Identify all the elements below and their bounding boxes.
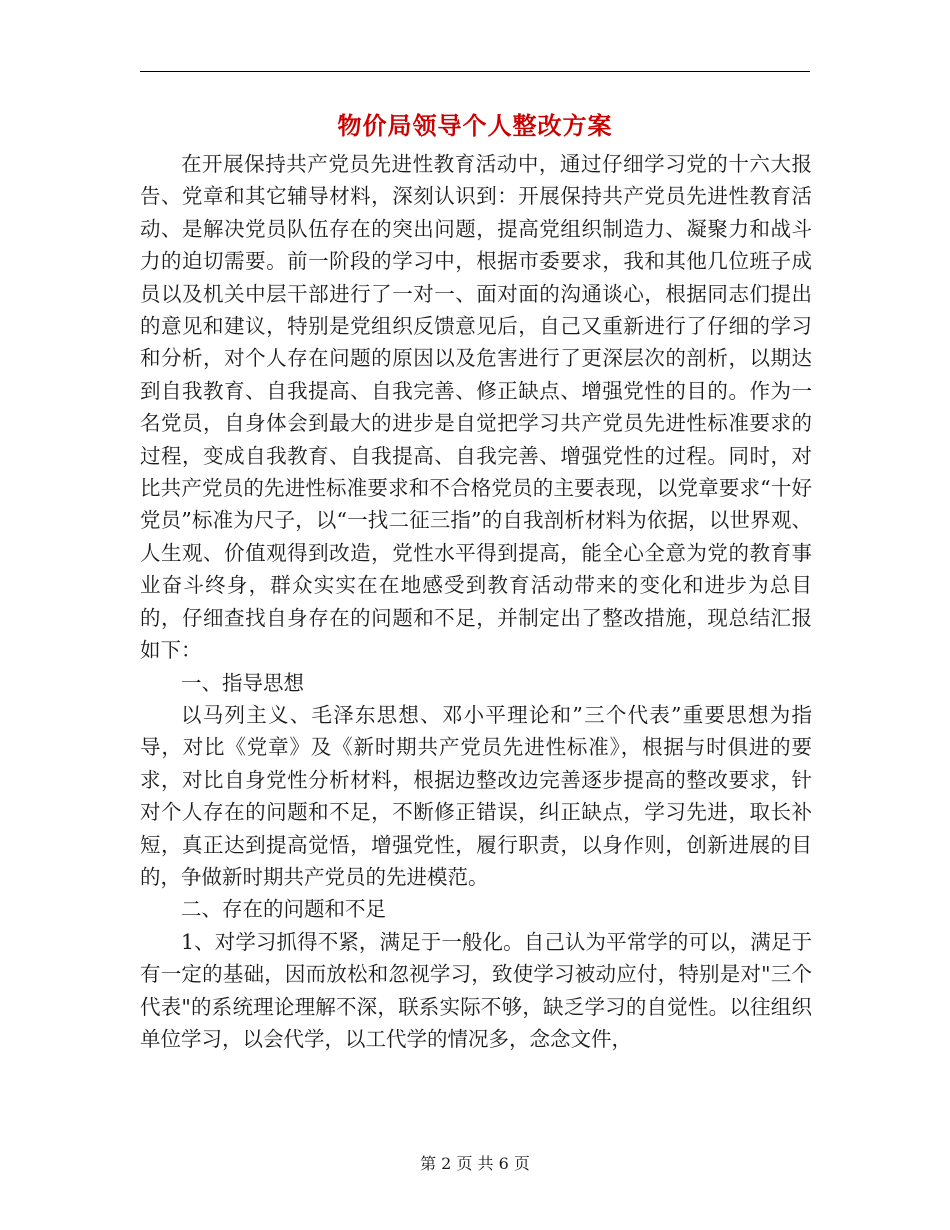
section-heading-problems: 二、存在的问题和不足: [181, 897, 386, 922]
header-rule: [140, 71, 810, 72]
problem-1-paragraph: 1、对学习抓得不紧，满足于一般化。自己认为平常学的可以，满足于有一定的基础，因而放松和忽视学习，致使学习被动应付，特别是对"三个代表"的系统理论理解不深，联系实际不够，缺乏学习的自觉性。以往组织单位学习，以会代学，以工代学的情况多，念念文件，: [140, 929, 812, 1051]
guiding-thought-paragraph: 以马列主义、毛泽东思想、邓小平理论和”三个代表”重要思想为指导，对比《党章》及《新时期共产党员先进性标准》，根据与时俱进的要求，对比自身党性分析材料，根据边整改边完善逐步提高的整改要求，针对个人存在的问题和不足，不断修正错误，纠正缺点，学习先进，取长补短，真正达到提高觉悟，增强党性，履行职责，以身作则，创新进展的目的，争做新时期共产党员的先进模范。: [140, 702, 812, 889]
intro-paragraph: 在开展保持共产党员先进性教育活动中，通过仔细学习党的十六大报告、党章和其它辅导材料，深刻认识到：开展保持共产党员先进性教育活动、是解决党员队伍存在的突出问题，提高党组织制造力、凝聚力和战斗力的迫切需要。前一阶段的学习中，根据市委要求，我和其他几位班子成员以及机关中层干部进行了一对一、面对面的沟通谈心，根据同志们提出的意见和建议，特别是党组织反馈意见后，自己又重新进行了仔细的学习和分析，对个人存在问题的原因以及危害进行了更深层次的剖析，以期达到自我教育、自我提高、自我完善、修正缺点、增强党性的目的。作为一名党员，自身体会到最大的进步是自觉把学习共产党员先进性标准要求的过程，变成自我教育、自我提高、自我完善、增强党性的过程。同时，对比共产党员的先进性标准要求和不合格党员的主要表现，以党章要求“十好党员”标准为尺子，以“一找二征三指”的自我剖析材料为依据，以世界观、人生观、价值观得到改造，党性水平得到提高，能全心全意为党的教育事业奋斗终身，群众实实在在地感受到教育活动带来的变化和进步为总目的，仔细查找自身存在的问题和不足，并制定出了整改措施，现总结汇报如下：: [140, 152, 812, 663]
document-body: [140, 148, 812, 1055]
document-title: 物价局领导个人整改方案: [337, 111, 613, 140]
page-number-footer: 第 2 页 共 6 页: [420, 1154, 530, 1173]
section-heading-guiding-thought: 一、指导思想: [181, 670, 304, 695]
